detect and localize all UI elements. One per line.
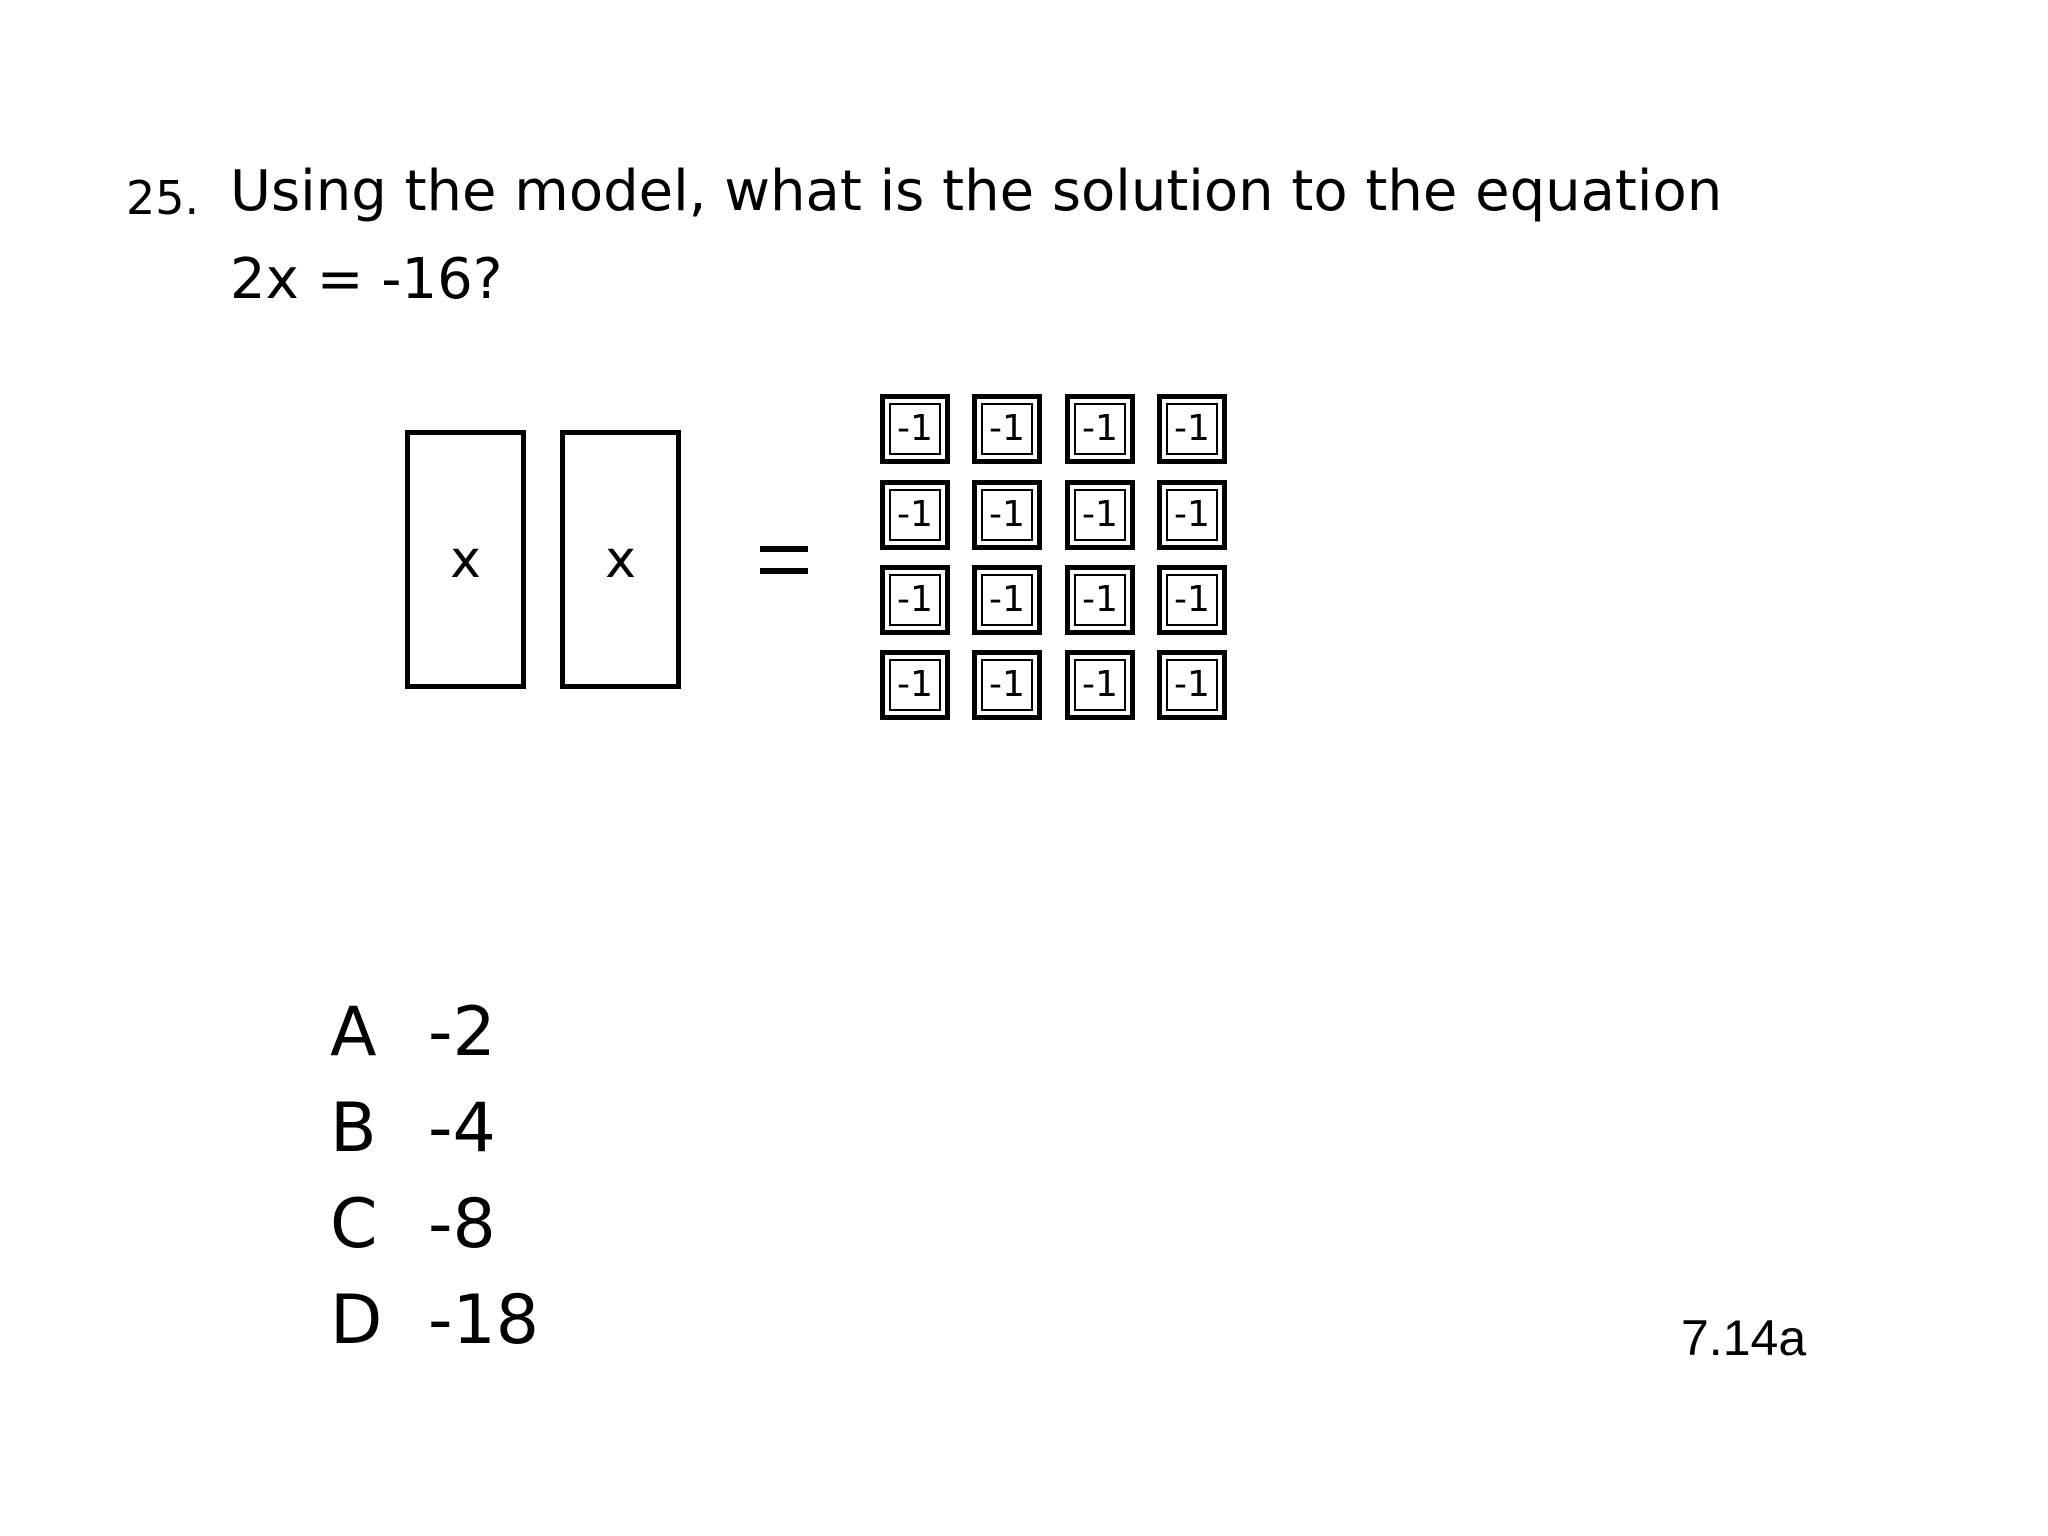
question-text-line-2: 2x = -16? bbox=[230, 247, 503, 312]
unit-tile-label: -1 bbox=[1174, 408, 1210, 449]
unit-tile bbox=[1065, 650, 1135, 720]
x-tile-label: x bbox=[605, 529, 636, 590]
unit-tile-label: -1 bbox=[897, 579, 933, 620]
unit-tile-label: -1 bbox=[1174, 579, 1210, 620]
unit-tile bbox=[1157, 565, 1227, 635]
unit-tile bbox=[1157, 394, 1227, 464]
unit-tile-label: -1 bbox=[989, 664, 1025, 705]
unit-tile bbox=[880, 565, 950, 635]
x-tile bbox=[405, 430, 526, 689]
unit-tile-label: -1 bbox=[1174, 494, 1210, 535]
answer-choices bbox=[330, 985, 539, 1369]
question-text-line-1: Using the model, what is the solution to the equation bbox=[230, 159, 1723, 224]
unit-tile bbox=[1065, 565, 1135, 635]
choice-value: -8 bbox=[428, 1185, 496, 1264]
unit-tile bbox=[972, 650, 1042, 720]
unit-tile-label: -1 bbox=[1082, 664, 1118, 705]
unit-tile bbox=[972, 565, 1042, 635]
x-tile-label: x bbox=[450, 529, 481, 590]
choice-value: -2 bbox=[428, 993, 496, 1072]
choice-value: -4 bbox=[428, 1089, 496, 1168]
unit-tile bbox=[1157, 650, 1227, 720]
standard-code: 7.14a bbox=[1681, 1310, 1807, 1366]
unit-tile bbox=[972, 480, 1042, 550]
unit-tile bbox=[1065, 480, 1135, 550]
unit-tile-label: -1 bbox=[1174, 664, 1210, 705]
answer-choice-c[interactable] bbox=[330, 1177, 539, 1273]
unit-tile bbox=[880, 394, 950, 464]
unit-tile bbox=[880, 480, 950, 550]
unit-tile-label: -1 bbox=[1082, 494, 1118, 535]
unit-tile bbox=[972, 394, 1042, 464]
choice-letter: B bbox=[330, 1089, 377, 1168]
choice-letter: A bbox=[330, 993, 377, 1072]
unit-tile-label: -1 bbox=[989, 579, 1025, 620]
unit-tile-label: -1 bbox=[897, 494, 933, 535]
choice-value: -18 bbox=[428, 1281, 540, 1360]
unit-tile-label: -1 bbox=[989, 408, 1025, 449]
unit-tile-label: -1 bbox=[1082, 579, 1118, 620]
choice-letter: D bbox=[330, 1281, 383, 1360]
unit-tile-label: -1 bbox=[989, 494, 1025, 535]
unit-tile-label: -1 bbox=[897, 408, 933, 449]
choice-letter: C bbox=[330, 1185, 378, 1264]
x-tile bbox=[560, 430, 681, 689]
unit-tile bbox=[880, 650, 950, 720]
question-number: 25. bbox=[126, 171, 200, 225]
answer-choice-b[interactable] bbox=[330, 1081, 539, 1177]
unit-tile bbox=[1157, 480, 1227, 550]
answer-choice-a[interactable] bbox=[330, 985, 539, 1081]
unit-tile-label: -1 bbox=[1082, 408, 1118, 449]
unit-tile-label: -1 bbox=[897, 664, 933, 705]
equals-sign bbox=[760, 530, 808, 582]
answer-choice-d[interactable] bbox=[330, 1273, 539, 1369]
unit-tile bbox=[1065, 394, 1135, 464]
